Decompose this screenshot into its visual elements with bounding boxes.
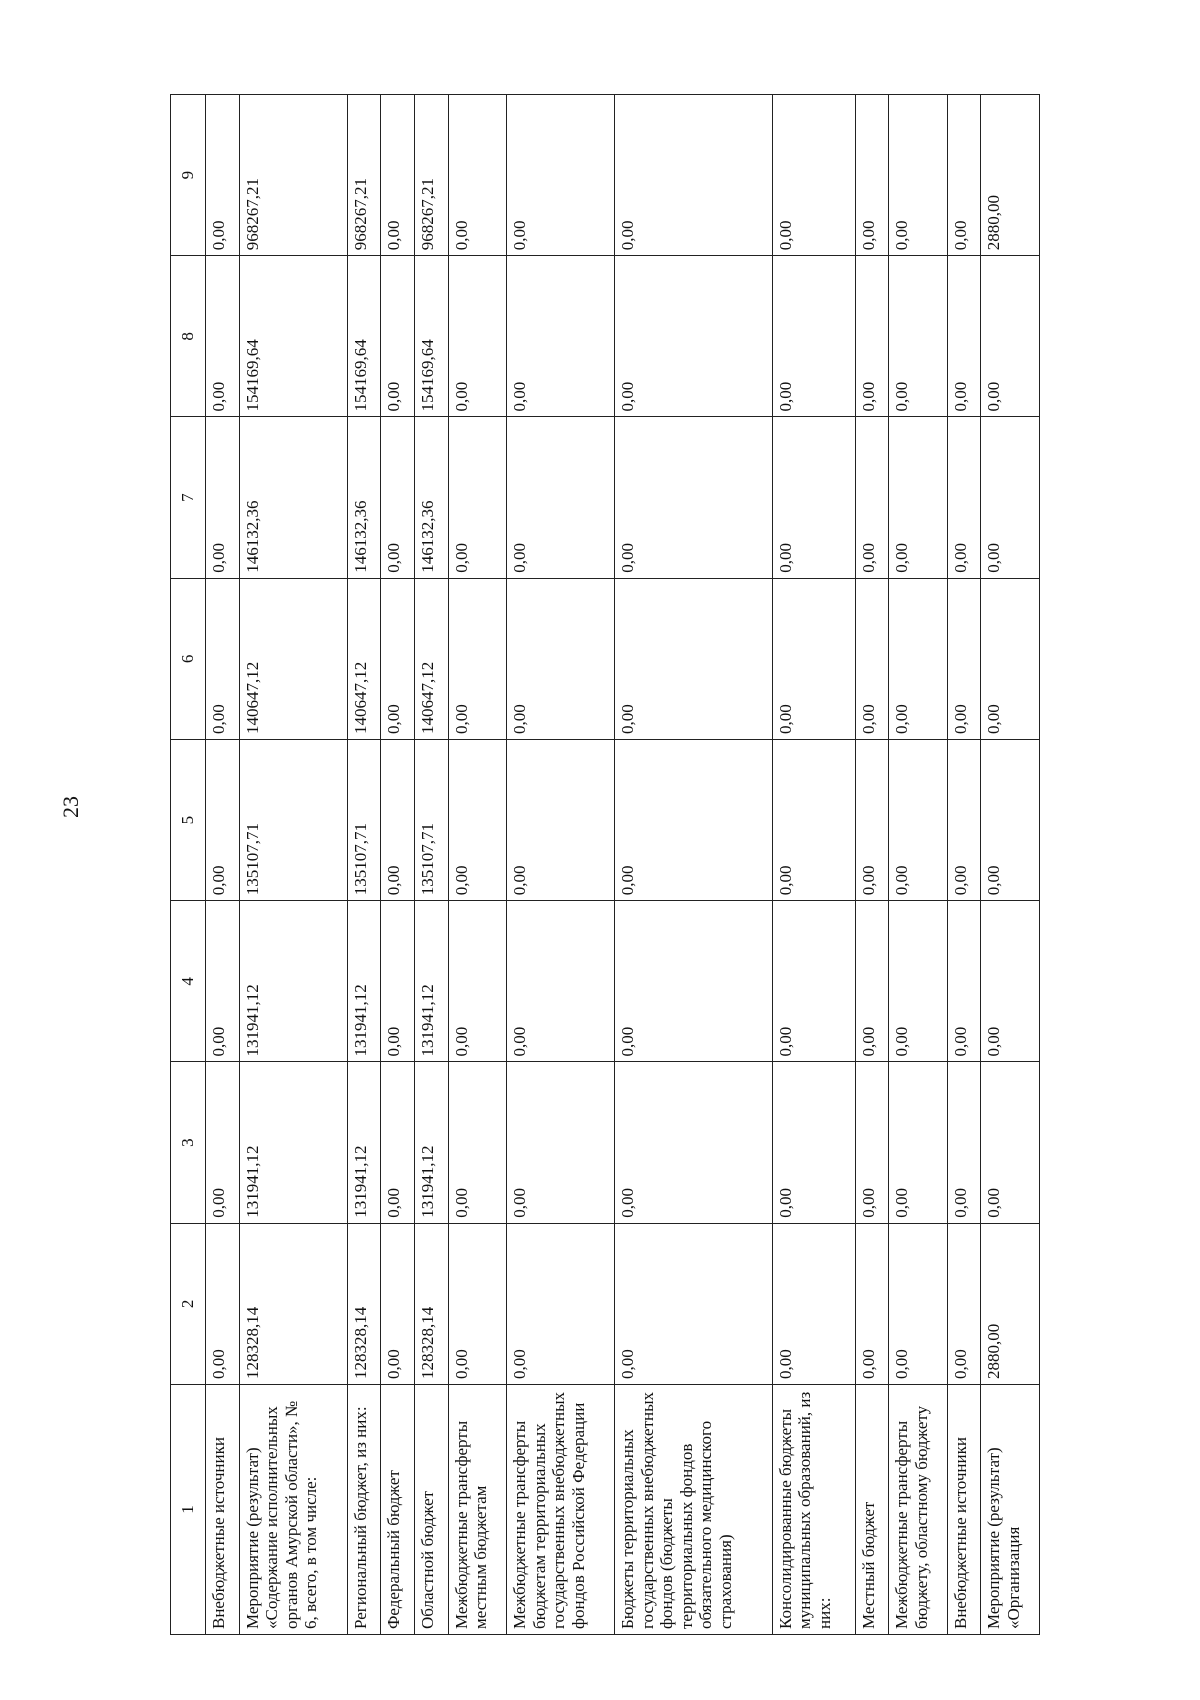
row-value-col-8: 154169,64 [239,256,347,417]
row-value-col-8: 0,00 [206,256,240,417]
budget-table [170,94,1040,1635]
row-value-col-6: 0,00 [772,578,855,739]
row-value-col-4: 0,00 [206,901,240,1062]
column-header-2: 2 [171,1223,206,1384]
row-value-col-3: 131941,12 [347,1062,381,1223]
row-value-col-7: 0,00 [855,417,889,578]
row-value-col-5: 135107,71 [414,740,448,901]
row-value-col-5: 0,00 [889,740,947,901]
table-row [889,95,947,1635]
row-label: Областной бюджет [414,1385,448,1635]
row-value-col-5: 135107,71 [347,740,381,901]
row-value-col-6: 140647,12 [239,578,347,739]
row-value-col-9: 968267,21 [239,95,347,256]
row-value-col-2: 0,00 [381,1223,415,1384]
row-label: Консолидированные бюджеты муниципальных образований, из них: [772,1385,855,1635]
row-label: Внебюджетные источники [947,1385,981,1635]
row-value-col-3: 131941,12 [239,1062,347,1223]
row-value-col-9: 968267,21 [347,95,381,256]
row-value-col-4: 0,00 [772,901,855,1062]
row-value-col-3: 0,00 [206,1062,240,1223]
table-row [614,95,772,1635]
row-value-col-2: 0,00 [206,1223,240,1384]
row-value-col-8: 0,00 [947,256,981,417]
table-row [947,95,981,1635]
table-row [981,95,1040,1635]
row-value-col-4: 0,00 [981,901,1040,1062]
column-header-7: 7 [171,417,206,578]
row-value-col-6: 140647,12 [347,578,381,739]
row-value-col-4: 0,00 [381,901,415,1062]
row-value-col-6: 140647,12 [414,578,448,739]
table-row [506,95,614,1635]
row-value-col-7: 0,00 [947,417,981,578]
row-value-col-7: 0,00 [206,417,240,578]
row-value-col-6: 0,00 [206,578,240,739]
row-value-col-8: 0,00 [448,256,506,417]
row-value-col-8: 0,00 [614,256,772,417]
table-row [381,95,415,1635]
row-value-col-3: 0,00 [772,1062,855,1223]
table-row [448,95,506,1635]
row-value-col-6: 0,00 [506,578,614,739]
table-row [206,95,240,1635]
row-label: Мероприятие (результат) «Организация [981,1385,1040,1635]
row-label: Межбюджетные трансферты местным бюджетам [448,1385,506,1635]
row-value-col-8: 0,00 [506,256,614,417]
table-row [414,95,448,1635]
row-value-col-5: 0,00 [947,740,981,901]
row-value-col-4: 0,00 [448,901,506,1062]
row-value-col-4: 0,00 [614,901,772,1062]
row-value-col-6: 0,00 [947,578,981,739]
row-value-col-4: 0,00 [889,901,947,1062]
row-label: Межбюджетные трансферты бюджету, областному бюджету [889,1385,947,1635]
row-value-col-7: 0,00 [981,417,1040,578]
row-value-col-5: 135107,71 [239,740,347,901]
rotated-table-container [170,95,1040,1635]
table-row [239,95,347,1635]
row-value-col-9: 0,00 [506,95,614,256]
row-value-col-8: 154169,64 [414,256,448,417]
row-value-col-3: 0,00 [855,1062,889,1223]
row-value-col-9: 0,00 [772,95,855,256]
row-value-col-7: 0,00 [889,417,947,578]
row-value-col-3: 0,00 [981,1062,1040,1223]
row-value-col-8: 154169,64 [347,256,381,417]
row-value-col-5: 0,00 [772,740,855,901]
row-value-col-5: 0,00 [855,740,889,901]
column-header-3: 3 [171,1062,206,1223]
row-value-col-4: 0,00 [947,901,981,1062]
row-value-col-9: 968267,21 [414,95,448,256]
row-value-col-2: 128328,14 [347,1223,381,1384]
row-value-col-8: 0,00 [381,256,415,417]
row-value-col-5: 0,00 [506,740,614,901]
row-value-col-8: 0,00 [855,256,889,417]
row-value-col-2: 0,00 [947,1223,981,1384]
row-value-col-9: 0,00 [381,95,415,256]
row-value-col-2: 0,00 [772,1223,855,1384]
row-value-col-2: 0,00 [448,1223,506,1384]
row-value-col-4: 0,00 [855,901,889,1062]
row-label: Региональный бюджет, из них: [347,1385,381,1635]
column-header-6: 6 [171,578,206,739]
row-value-col-2: 2880,00 [981,1223,1040,1384]
row-value-col-3: 0,00 [448,1062,506,1223]
row-value-col-8: 0,00 [772,256,855,417]
row-value-col-7: 146132,36 [239,417,347,578]
row-value-col-7: 146132,36 [347,417,381,578]
column-header-1: 1 [171,1385,206,1635]
row-value-col-3: 0,00 [947,1062,981,1223]
row-value-col-7: 0,00 [381,417,415,578]
row-value-col-5: 0,00 [448,740,506,901]
row-label: Мероприятие (результат) «Содержание исполнительных органов Амурской области», № 6, всего, в том числе: [239,1385,347,1635]
row-value-col-2: 0,00 [855,1223,889,1384]
row-value-col-6: 0,00 [448,578,506,739]
row-value-col-2: 0,00 [614,1223,772,1384]
table-row [855,95,889,1635]
row-value-col-3: 0,00 [889,1062,947,1223]
row-label: Бюджеты территориальных государственных внебюджетных фондов (бюджеты территориальных фондов обязательного медицинского страхования) [614,1385,772,1635]
row-value-col-4: 131941,12 [239,901,347,1062]
column-header-8: 8 [171,256,206,417]
row-value-col-6: 0,00 [855,578,889,739]
row-value-col-9: 0,00 [206,95,240,256]
table-row [347,95,381,1635]
row-value-col-4: 131941,12 [414,901,448,1062]
row-value-col-7: 0,00 [614,417,772,578]
row-value-col-9: 0,00 [855,95,889,256]
row-value-col-3: 0,00 [614,1062,772,1223]
row-value-col-8: 0,00 [981,256,1040,417]
row-value-col-3: 0,00 [381,1062,415,1223]
row-value-col-5: 0,00 [206,740,240,901]
row-value-col-4: 0,00 [506,901,614,1062]
row-value-col-4: 131941,12 [347,901,381,1062]
row-value-col-3: 0,00 [506,1062,614,1223]
row-value-col-7: 0,00 [448,417,506,578]
row-value-col-2: 0,00 [506,1223,614,1384]
page-number: 23 [58,796,83,818]
row-value-col-9: 0,00 [448,95,506,256]
row-value-col-7: 0,00 [772,417,855,578]
row-value-col-9: 2880,00 [981,95,1040,256]
row-value-col-6: 0,00 [981,578,1040,739]
row-value-col-6: 0,00 [614,578,772,739]
row-value-col-8: 0,00 [889,256,947,417]
row-value-col-9: 0,00 [614,95,772,256]
row-value-col-3: 131941,12 [414,1062,448,1223]
row-label: Местный бюджет [855,1385,889,1635]
row-value-col-5: 0,00 [381,740,415,901]
row-value-col-2: 128328,14 [414,1223,448,1384]
row-value-col-2: 0,00 [889,1223,947,1384]
table-row [772,95,855,1635]
row-value-col-6: 0,00 [381,578,415,739]
row-value-col-9: 0,00 [947,95,981,256]
header-row [171,95,206,1635]
row-value-col-5: 0,00 [981,740,1040,901]
row-value-col-7: 146132,36 [414,417,448,578]
row-value-col-9: 0,00 [889,95,947,256]
column-header-5: 5 [171,740,206,901]
row-label: Внебюджетные источники [206,1385,240,1635]
table-body [206,95,1040,1635]
column-header-9: 9 [171,95,206,256]
row-label: Межбюджетные трансферты бюджетам территориальных государственных внебюджетных фондов Российской Федерации [506,1385,614,1635]
row-value-col-6: 0,00 [889,578,947,739]
row-value-col-5: 0,00 [614,740,772,901]
row-label: Федеральный бюджет [381,1385,415,1635]
column-header-4: 4 [171,901,206,1062]
row-value-col-7: 0,00 [506,417,614,578]
row-value-col-2: 128328,14 [239,1223,347,1384]
